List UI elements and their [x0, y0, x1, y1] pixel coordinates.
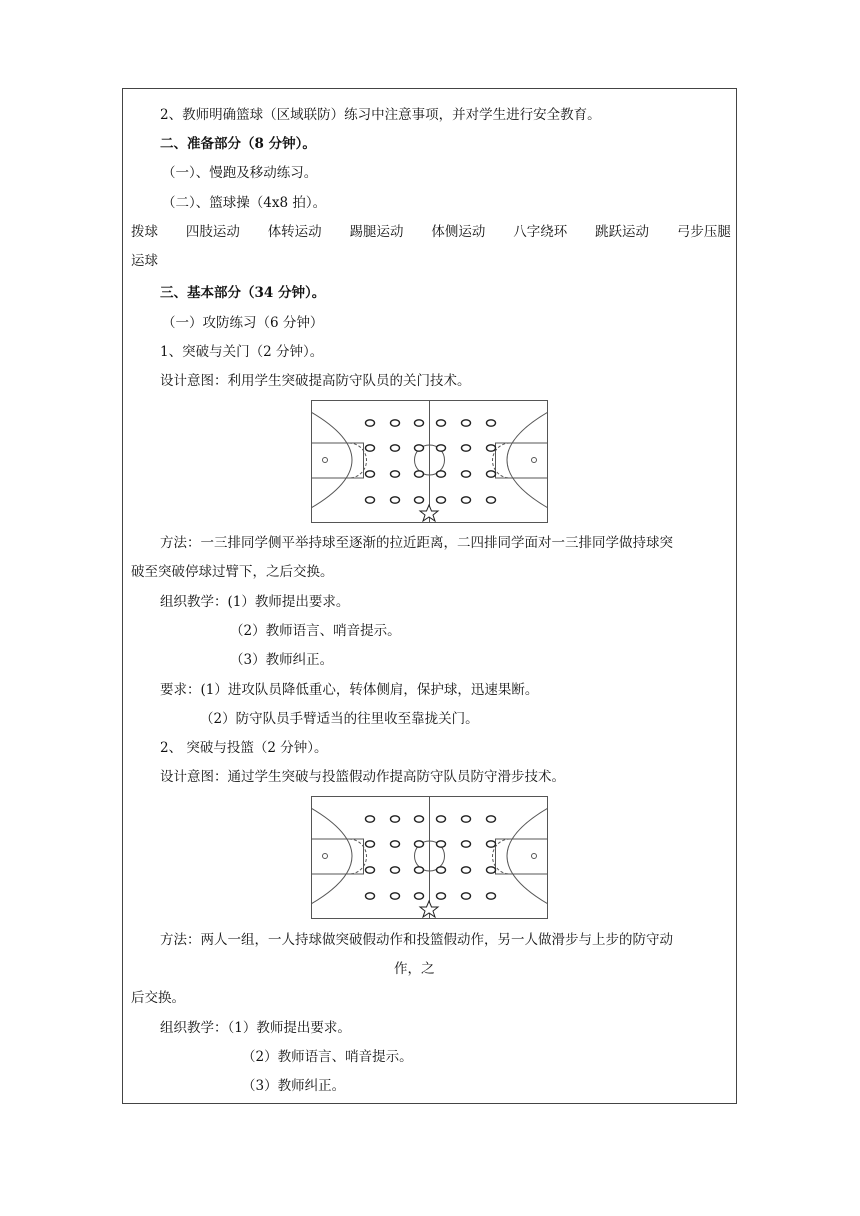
- player-marker: [391, 867, 400, 873]
- player-marker: [437, 841, 446, 847]
- player-marker: [487, 816, 496, 822]
- player-marker: [415, 841, 424, 847]
- jog-line: （一）、慢跑及移动练习。: [162, 165, 318, 181]
- player-marker: [366, 816, 375, 822]
- drill1-method-b: 破至突破停球过臂下，之后交换。: [131, 564, 334, 580]
- player-marker: [437, 816, 446, 822]
- player-marker: [391, 816, 400, 822]
- player-marker: [415, 471, 424, 477]
- player-marker: [366, 445, 375, 451]
- drill1-req-2: （2）防守队员手臂适当的往里收至靠拢关门。: [200, 711, 479, 727]
- drill2-method-a: 方法：两人一组，一人持球做突破假动作和投篮假动作，另一人做滑步与上步的防守动: [160, 932, 673, 948]
- player-marker: [391, 445, 400, 451]
- player-marker: [366, 867, 375, 873]
- safety-line: 2、教师明确篮球（区域联防）练习中注意事项，并对学生进行安全教育。: [160, 107, 601, 123]
- player-marker: [391, 497, 400, 503]
- drill1-intent: 设计意图：利用学生突破提高防守队员的关门技术。: [160, 373, 471, 389]
- player-marker: [437, 420, 446, 426]
- drill1-req-1: 要求：(1）进攻队员降低重心，转体侧肩，保护球，迅速果断。: [160, 682, 539, 698]
- player-marker: [462, 420, 471, 426]
- drill1-title: 1、突破与关门（2 分钟）。: [160, 344, 324, 360]
- player-marker: [366, 420, 375, 426]
- exercise-moves-list: [131, 223, 731, 241]
- player-marker: [415, 867, 424, 873]
- player-marker: [366, 893, 375, 899]
- player-marker: [391, 471, 400, 477]
- player-marker: [415, 816, 424, 822]
- player-marker: [462, 893, 471, 899]
- player-marker: [487, 445, 496, 451]
- player-marker: [462, 867, 471, 873]
- court-diagram-1: [311, 400, 548, 523]
- player-marker: [462, 497, 471, 503]
- player-marker: [391, 893, 400, 899]
- drill2-method-c: 后交换。: [131, 990, 185, 1006]
- court-diagram-2: [311, 796, 548, 919]
- drill2-org-1: 组织教学：（1）教师提出要求。: [160, 1020, 351, 1036]
- player-marker: [415, 497, 424, 503]
- player-marker: [391, 841, 400, 847]
- player-marker: [366, 841, 375, 847]
- player-marker: [462, 471, 471, 477]
- player-marker: [437, 893, 446, 899]
- move-item: 跳跃运动: [595, 224, 650, 240]
- drill2-title: 2、 突破与投篮（2 分钟）。: [160, 740, 328, 756]
- player-marker: [487, 497, 496, 503]
- player-marker: [366, 497, 375, 503]
- move-item: 踢腿运动: [349, 224, 404, 240]
- move-item: 八字绕环: [513, 224, 568, 240]
- drill1-org-1: 组织教学：(1）教师提出要求。: [160, 594, 350, 610]
- player-marker: [462, 445, 471, 451]
- move-item: 四肢运动: [185, 224, 240, 240]
- player-marker: [437, 471, 446, 477]
- player-marker: [487, 471, 496, 477]
- drill2-org-2: （2）教师语言、哨音提示。: [242, 1049, 413, 1065]
- player-marker: [437, 497, 446, 503]
- player-marker: [366, 471, 375, 477]
- player-marker: [487, 893, 496, 899]
- drill1-method-a: 方法：一三排同学侧平举持球至逐渐的拉近距离，二四排同学面对一三排同学做持球突: [160, 535, 673, 551]
- ball-exercise-line: （二）、篮球操（4x8 拍）。: [162, 195, 327, 211]
- drill2-intent: 设计意图：通过学生突破与投篮假动作提高防守队员防守滑步技术。: [160, 769, 565, 785]
- player-marker: [487, 867, 496, 873]
- player-marker: [415, 445, 424, 451]
- drill1-org-2: （2）教师语言、哨音提示。: [230, 623, 401, 639]
- dribble-line: 运球: [131, 253, 158, 269]
- player-marker: [437, 445, 446, 451]
- section-heading-prep: 二、准备部分（8 分钟）。: [160, 136, 316, 152]
- move-item: 弓步压腿: [676, 224, 731, 240]
- player-marker: [487, 420, 496, 426]
- drill1-org-3: （3）教师纠正。: [230, 652, 334, 668]
- drill2-org-3: （3）教师纠正。: [242, 1078, 346, 1094]
- player-marker: [415, 420, 424, 426]
- player-marker: [415, 893, 424, 899]
- player-marker: [391, 420, 400, 426]
- player-marker: [462, 841, 471, 847]
- offense-defense-line: （一）攻防练习（6 分钟）: [162, 315, 324, 331]
- move-item: 体侧运动: [431, 224, 486, 240]
- move-item: 拨球: [131, 224, 158, 240]
- section-heading-main: 三、基本部分（34 分钟）。: [160, 285, 326, 301]
- player-marker: [462, 816, 471, 822]
- player-marker: [487, 841, 496, 847]
- drill2-method-b: 作，之: [394, 961, 435, 977]
- player-marker: [437, 867, 446, 873]
- move-item: 体转运动: [267, 224, 322, 240]
